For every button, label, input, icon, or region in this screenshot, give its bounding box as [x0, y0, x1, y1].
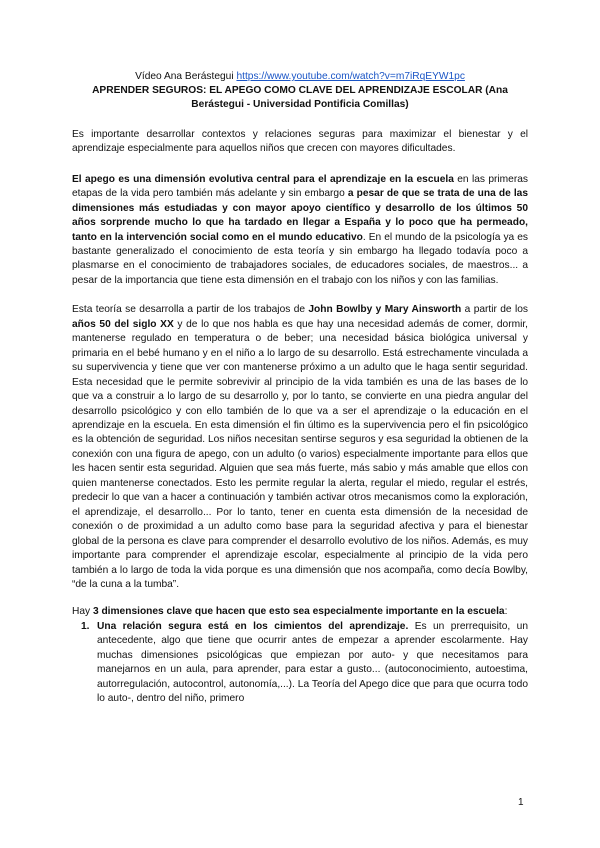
theory-text-2: a partir de los	[461, 304, 528, 316]
theory-authors: John Bowlby y Mary Ainsworth	[308, 304, 462, 316]
dimensions-list	[72, 620, 528, 707]
theory-text-3: y de lo que nos habla es que hay una necesidad además de comer, dormir, mantenerse regulado en temperatura o de beber; una necesidad básica biológica universal y primaria en el bebé humano y en el niño a lo largo de su desarrollo. Está estrechamente vinculada a su supervivencia y tiene que ver con mantenerse próximo a un adulto que le haga sentir seguridad. Esta necesidad que le permite sobrevivir al principio de la vida también es una de las bases de lo que va a construir a lo largo de su desarrollo y, por lo tanto, se convierte en una piedra angular del desarrollo psicológico y con ello también de lo que va a ser el aprendizaje o la educación en el aprendizaje en la escuela. En esta dimensión el fin último es la supervivencia pero el fin psicológico es la obtención de seguridad. Los niños necesitan sentirse seguros y esa seguridad la obtienen de la conexión con una figura de apego, con un adulto (o varios) especialmente importante para ellos que les hacen sentir esta seguridad. Alguien que sea más fuerte, más sabio y más amable que ellos con quien mantenerse conectados. Esto les permite regular la alerta, regular el miedo, regular el estrés, predecir lo que van a hacer a continuación y también activar otros mecanismos como la exploración, el aprendizaje, el desarrollo... Por lo tanto, tener en cuenta esta dimensión de la necesidad de conexión o de proximidad a un adulto como base para la seguridad afectiva y para el bienestar global de la persona es clave para comprender el desarrollo evolutivo de los niños. Además, es muy importante para comprender el aprendizaje escolar, especialmente al principio de la vida pero también a lo largo de toda la vida porque es una dimensión que nos acompaña, como decía Bowlby, “de la cuna a la tumba”.	[72, 318, 528, 590]
attachment-text-2: . En el mundo de la psicología ya es bastante generalizado el conocimiento de esta teoría y sin embargo ha llegado todavía poco a plasmarse en el conocimiento de trabajadores sociales, de educadores sociales, de maestros... a pesar de la importancia que tiene esta dimensión en el trabajo con los niños y con las familias.	[72, 231, 528, 286]
video-prefix: Vídeo Ana Berástegui	[135, 71, 237, 82]
dimensions-text-1: Hay	[72, 606, 93, 618]
dimensions-intro	[72, 605, 528, 619]
intro-paragraph: Es importante desarrollar contextos y relaciones seguras para maximizar el bienestar y el aprendizaje especialmente para aquellos niños que crecen con mayores dificultades.	[72, 128, 528, 155]
page-number: 1	[518, 797, 524, 808]
dimensions-text-2: :	[504, 606, 508, 618]
dimensions-bold: 3 dimensiones clave que hacen que esto sea especialmente importante en la escuela	[92, 606, 505, 618]
video-reference	[72, 70, 528, 84]
list-item-bold: Una relación segura está en los cimientos del aprendizaje.	[97, 620, 409, 632]
list-item	[72, 620, 528, 707]
document-title: APRENDER SEGUROS: EL APEGO COMO CLAVE DEL APRENDIZAJE ESCOLAR (Ana Berástegui - Universidad Pontificia Comillas)	[92, 85, 508, 111]
theory-text-1: Esta teoría se desarrolla a partir de los trabajos de	[72, 304, 309, 316]
video-link[interactable]: https://www.youtube.com/watch?v=m7iRqEYW1pc	[236, 71, 465, 82]
theory-paragraph	[72, 303, 528, 592]
attachment-paragraph	[72, 173, 528, 289]
attachment-bold-1: El apego es una dimensión evolutiva central para el aprendizaje en la escuela	[72, 173, 454, 185]
document-page	[72, 70, 528, 707]
list-item-number: 1.	[81, 620, 90, 632]
list-item-text: Es un prerrequisito, un antecedente, algo que tiene que ocurrir antes de empezar a aprender escolarmente. Hay muchas dimensiones psicológicas que empiezan por auto- y que necesitamos para manejarnos en un aula, para aprender, para estar a gusto... (autoconocimiento, autoestima, autorregulación, autocontrol, autonomía,...). La Teoría del Apego dice que para que ocurra todo lo auto-, dentro del niño, primero	[97, 620, 528, 705]
attachment-bold-2: a pesar de que se trata de una de las dimensiones más estudiadas y con mayor apoyo científico y desarrollo de los últimos 50 años sorprende mucho lo que ha tardado en llegar a España y lo poco que ha permeado, tanto en la intervención social como en el mundo educativo	[72, 188, 528, 243]
theory-decade: años 50 del siglo XX	[72, 318, 174, 330]
attachment-text-1: en las primeras etapas de la vida pero también más adelante y sin embargo	[72, 173, 528, 200]
